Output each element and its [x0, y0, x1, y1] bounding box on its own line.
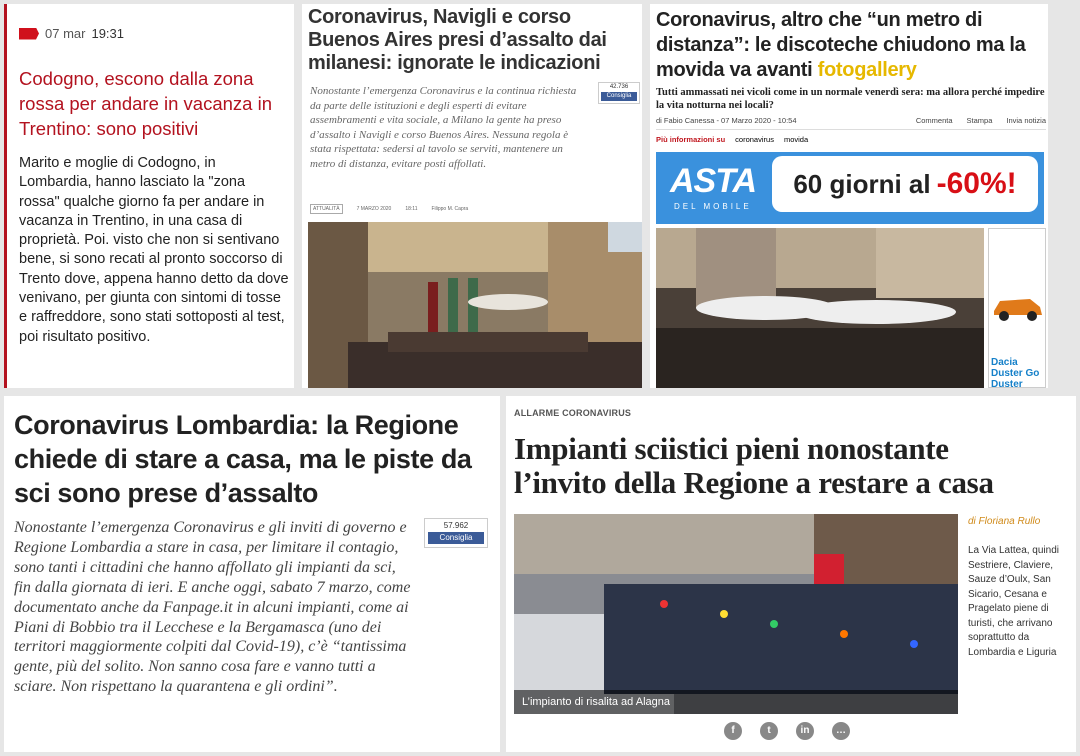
article-title[interactable]: Coronavirus Lombardia: la Regione chiede di stare a casa, ma le piste da sci sono prese d’assalto	[14, 410, 472, 508]
facebook-like-button[interactable]: Consiglia	[428, 532, 484, 544]
article-title[interactable]: Impianti sciistici pieni nonostante l’invito della Regione a restare a casa	[514, 431, 994, 500]
date-label: 7 MARZO 2020	[356, 206, 392, 212]
tag-coronavirus[interactable]: coronavirus	[735, 135, 774, 144]
movida-crowd-photo	[656, 228, 984, 388]
article-meta	[310, 204, 468, 214]
article-title[interactable]	[656, 8, 1046, 83]
facebook-icon[interactable]: f	[724, 722, 742, 740]
linkedin-icon[interactable]: in	[796, 722, 814, 740]
article-title[interactable]: Codogno, escono dalla zona rossa per andare in vacanza in Trentino: sono positivi	[19, 68, 272, 139]
byline: di Fabio Canessa - 07 Marzo 2020 - 10:54	[656, 116, 797, 125]
more-info	[656, 135, 808, 144]
facebook-like-box[interactable]	[424, 518, 488, 548]
send-news-button[interactable]: Invia notizia	[1006, 116, 1046, 125]
twitter-icon[interactable]: t	[760, 722, 778, 740]
ski-lift-crowd-photo	[514, 514, 958, 714]
comment-icon[interactable]: …	[832, 722, 850, 740]
time-label: 19:31	[91, 26, 125, 41]
article-date	[19, 26, 124, 41]
article-impianti	[506, 396, 1076, 752]
print-button[interactable]: Stampa	[966, 116, 993, 125]
side-summary: La Via Lattea, quindi Sestriere, Claviere, Sauze d’Oulx, San Sicario, Cesana e Pragelato piene di turisti, che arrivano soprattutto da Lombardia e Liguria	[968, 545, 1060, 658]
side-ad-text: Dacia Duster Go Duster	[991, 357, 1040, 388]
article-lead: Tutti ammassati nei vicoli come in un normale venerdì sera: ma allora perché impedire la vita notturna nei locali?	[656, 87, 1045, 111]
date-label: 07 mar	[45, 26, 86, 41]
car-icon	[990, 285, 1046, 325]
ad-offer-b: -60%!	[936, 167, 1017, 200]
article-body: Marito e moglie di Codogno, in Lombardia, hanno lasciato la "zona rossa" qualche giorno fa per andare in vacanza in Trentino, in una casa di proprietà. Poi. visto che non si sentivano bene, si sono recati al pronto soccorso di Trento dove, appena hanno detto da dove venivano, per giunta con sintomi di tosse e raffreddore, sono stati sottoposti al test, poi risultato positivo.	[19, 155, 289, 345]
kicker[interactable]: ALLARME CORONAVIRUS	[514, 408, 632, 418]
photo-caption: L’impianto di risalita ad Alagna	[514, 690, 958, 714]
article-codogno	[4, 4, 294, 388]
article-lead: Nonostante l’emergenza Coronavirus e gli inviti di governo e Regione Lombardia a stare in casa, per limitare il contagio, sono tanti i cittadini che hanno affollato gli impianti da sci, fin dalla giornata di ieri. E anche oggi, sabato 7 marzo, come documentato anche da Fanpage.it in alcuni impianti, come ai Piani di Bobbio tra il Lecchese e la Bergamasca (uno dei territori maggiormente colpiti dal Covid-19), c’è “tantissima gente, più del solito. Non sanno cosa fare e vanno tutti a sciare. Non rispettano la quarantena e gli ordini”.	[14, 519, 411, 696]
time-label: 18:11	[405, 206, 418, 212]
article-lombardia	[4, 396, 500, 752]
title-text: Coronavirus, altro che “un metro di distanza”: le discoteche chiudono ma la movida va avanti	[656, 9, 1026, 81]
like-count: 57.962	[443, 521, 469, 530]
ad-offer-a: 60 giorni al	[793, 168, 931, 199]
side-ad[interactable]	[988, 228, 1046, 388]
article-lead: Nonostante l’emergenza Coronavirus e la continua richiesta da parte delle istituzioni e degli esperti di evitare assembramenti e vita sociale, a Milano la gente ha preso d’assalto i Navigli e corso Buenos Aires. Nessuna regola è stata rispettata: sedersi al tavolo se serviti, mantenere un metro di distanza, evitare posti affollati.	[310, 85, 577, 170]
article-movida	[650, 4, 1048, 388]
category-badge[interactable]: ATTUALITÀ	[310, 204, 343, 214]
banner-ad[interactable]	[656, 152, 1044, 224]
ad-brand: ASTA	[670, 162, 757, 200]
article-title[interactable]: Coronavirus, Navigli e corso Buenos Aires presi d’assalto dai milanesi: ignorate le indicazioni	[308, 6, 607, 74]
comment-button[interactable]: Commenta	[915, 116, 953, 125]
author-label[interactable]: Filippo M. Capra	[431, 206, 469, 212]
article-navigli	[302, 4, 642, 388]
share-bar	[724, 722, 850, 740]
tag-movida[interactable]: movida	[783, 135, 809, 144]
gallery-link[interactable]: fotogallery	[817, 59, 917, 81]
ad-offer	[772, 156, 1038, 212]
more-info-label: Più informazioni su	[656, 135, 726, 144]
ad-sub: DEL MOBILE	[674, 202, 752, 211]
facebook-like-box[interactable]	[598, 82, 640, 104]
author-label[interactable]: di Floriana Rullo	[968, 516, 1041, 527]
like-count: 42.736	[609, 84, 629, 90]
flag-icon	[19, 28, 39, 40]
facebook-like-button[interactable]: Consiglia	[601, 92, 637, 101]
article-meta	[656, 116, 1046, 130]
crowd-street-photo	[308, 222, 642, 388]
